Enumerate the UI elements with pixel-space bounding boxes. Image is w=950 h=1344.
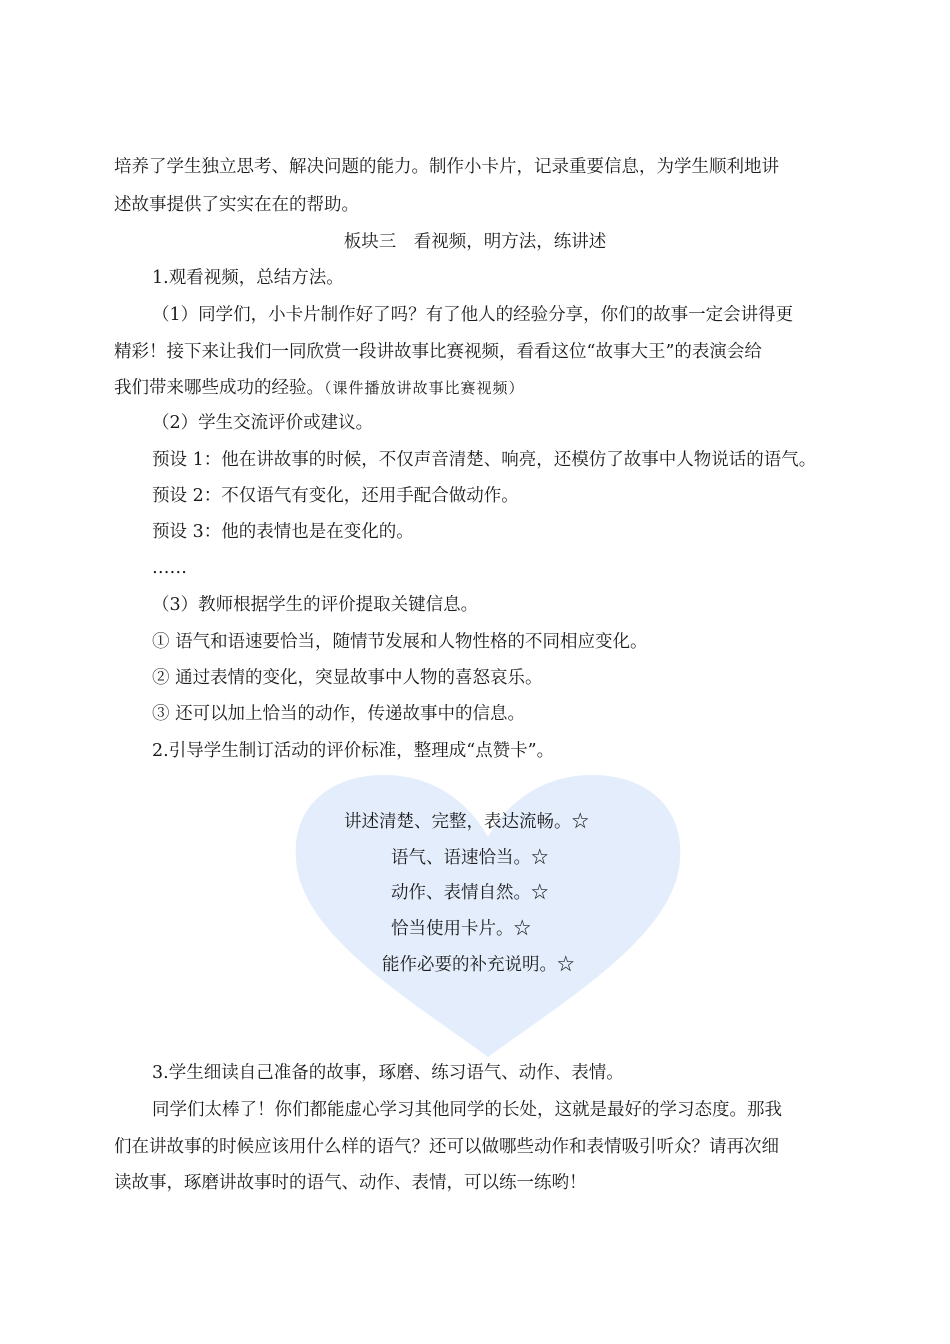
sub-heading: （2）学生交流评价或建议。 — [152, 413, 374, 433]
paragraph-line: 们在讲故事的时候应该用什么样的语气？还可以做哪些动作和表情吸引听众？请再次细 — [114, 1137, 779, 1157]
preset-line: 预设 2：不仅语气有变化，还用手配合做动作。 — [152, 486, 519, 506]
like-card — [292, 775, 684, 1065]
preset-line: 预设 3：他的表情也是在变化的。 — [152, 522, 414, 542]
key-point: ② 通过表情的变化，突显故事中人物的喜怒哀乐。 — [152, 668, 543, 688]
step-heading: 2.引导学生制订活动的评价标准，整理成“点赞卡”。 — [152, 741, 555, 761]
courseware-note: （课件播放讲故事比赛视频） — [324, 379, 525, 397]
ellipsis: …… — [152, 558, 187, 578]
paragraph-line: 培养了学生独立思考、解决问题的能力。制作小卡片，记录重要信息，为学生顺利地讲 — [114, 157, 779, 177]
preset-line: 预设 1：他在讲故事的时候，不仅声音清楚、响亮，还模仿了故事中人物说话的语气。 — [152, 450, 817, 470]
key-point: ③ 还可以加上恰当的动作，传递故事中的信息。 — [152, 704, 526, 724]
paragraph-line: （1）同学们，小卡片制作好了吗？有了他人的经验分享，你们的故事一定会讲得更 — [152, 305, 794, 325]
paragraph-line: 读故事，琢磨讲故事时的语气、动作、表情，可以练一练哟！ — [114, 1173, 587, 1193]
paragraph-line: 同学们太棒了！你们都能虚心学习其他同学的长处，这就是最好的学习态度。那我 — [152, 1100, 782, 1120]
sub-heading: （3）教师根据学生的评价提取关键信息。 — [152, 595, 479, 615]
paragraph-text: 我们带来哪些成功的经验。 — [114, 378, 324, 398]
paragraph-line: 精彩！接下来让我们一同欣赏一段讲故事比赛视频，看看这位“故事大王”的表演会给 — [114, 342, 762, 362]
paragraph-line — [114, 377, 874, 399]
section-title: 板块三 看视频，明方法，练讲述 — [343, 232, 607, 252]
step-heading: 3.学生细读自己准备的故事，琢磨、练习语气、动作、表情。 — [152, 1063, 624, 1083]
card-item: 讲述清楚、完整，表达流畅。☆ — [344, 812, 589, 832]
key-point: ① 语气和语速要恰当，随情节发展和人物性格的不同相应变化。 — [152, 632, 648, 652]
paragraph-line: 述故事提供了实实在在的帮助。 — [114, 195, 359, 215]
card-item: 能作必要的补充说明。☆ — [382, 955, 575, 975]
step-heading: 1.观看视频，总结方法。 — [152, 268, 344, 288]
card-item: 动作、表情自然。☆ — [391, 883, 549, 903]
card-item: 恰当使用卡片。☆ — [391, 919, 531, 939]
card-item: 语气、语速恰当。☆ — [391, 848, 549, 868]
